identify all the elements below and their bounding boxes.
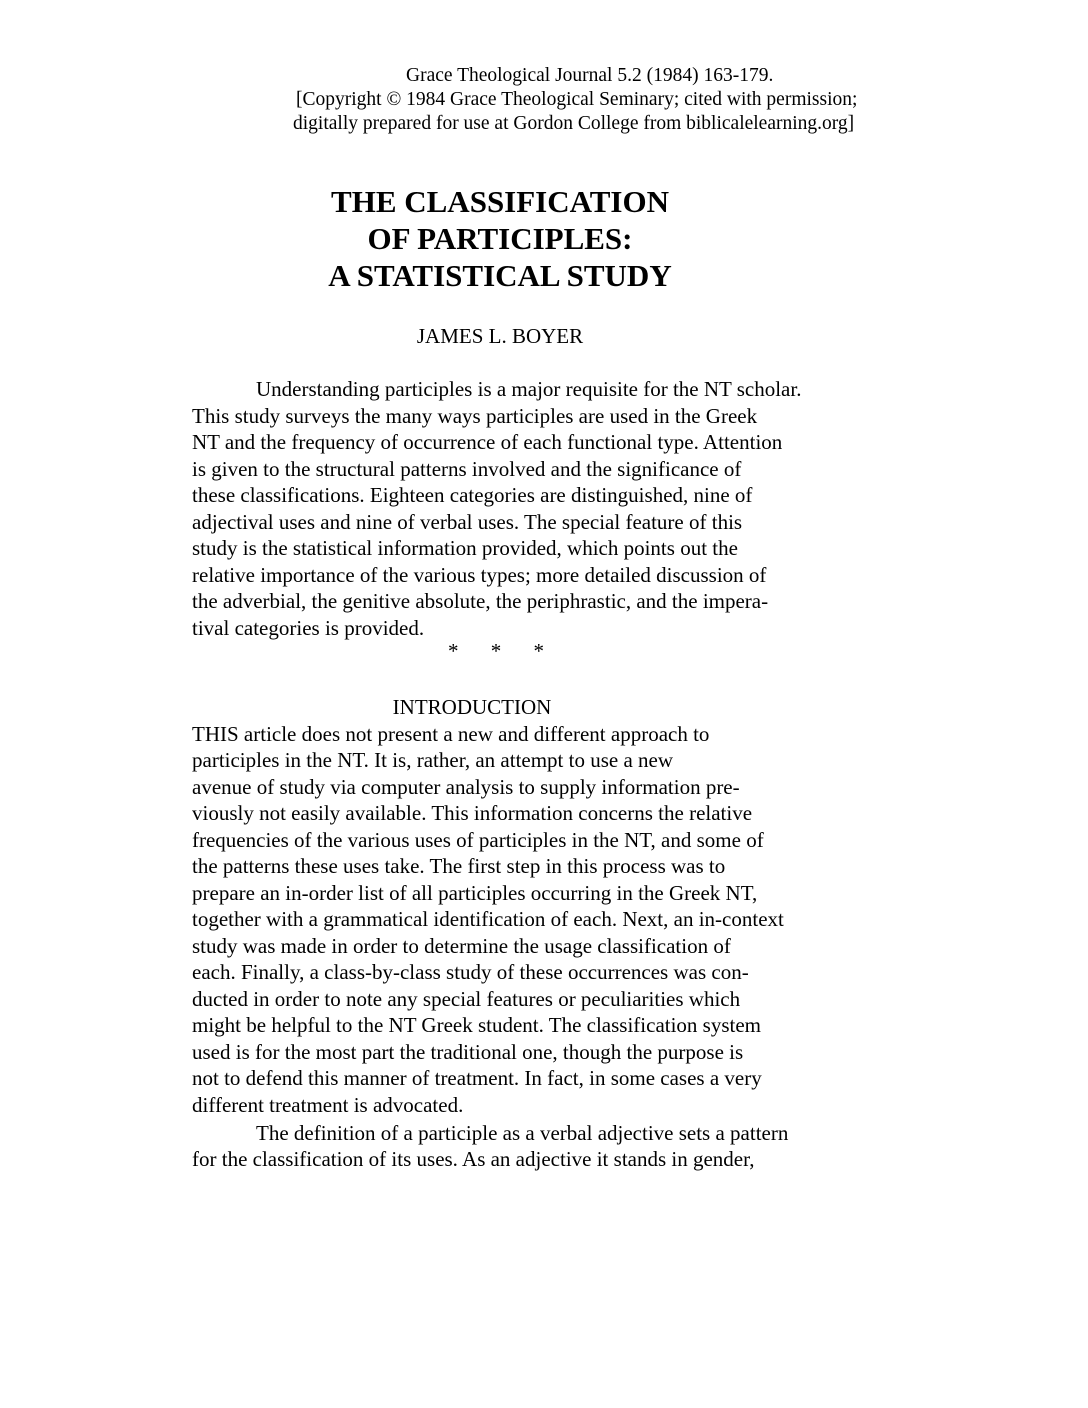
abstract-line: This study surveys the many ways participles are used in the Greek — [192, 404, 758, 428]
introduction-heading: INTRODUCTION — [392, 695, 552, 719]
abstract-line: NT and the frequency of occurrence of each functional type. Attention — [192, 430, 783, 454]
digital-preparation-note: digitally prepared for use at Gordon College from biblicalelearning.org] — [293, 113, 855, 134]
copyright-notice: [Copyright © 1984 Grace Theological Seminary; cited with permission; — [296, 89, 858, 110]
body-line: prepare an in-order list of all participles occurring in the Greek NT, — [192, 881, 758, 905]
body-line: each. Finally, a class-by-class study of these occurrences was con- — [192, 960, 749, 984]
body-line: together with a grammatical identification of each. Next, an in-context — [192, 907, 784, 931]
body-line: The definition of a participle as a verbal adjective sets a pattern — [256, 1121, 789, 1145]
abstract-line: Understanding participles is a major requisite for the NT scholar. — [256, 377, 802, 401]
abstract-line: these classifications. Eighteen categories are distinguished, nine of — [192, 483, 753, 507]
body-line: avenue of study via computer analysis to supply information pre- — [192, 775, 740, 799]
abstract-line: study is the statistical information provided, which points out the — [192, 536, 738, 560]
body-line: THIS article does not present a new and different approach to — [192, 722, 710, 746]
body-line: participles in the NT. It is, rather, an attempt to use a new — [192, 748, 674, 772]
body-line: ducted in order to note any special features or peculiarities which — [192, 987, 741, 1011]
body-line: might be helpful to the NT Greek student. The classification system — [192, 1013, 762, 1037]
author-name: JAMES L. BOYER — [416, 324, 584, 348]
body-line: study was made in order to determine the usage classification of — [192, 934, 731, 958]
article-title-line-3: A STATISTICAL STUDY — [328, 258, 672, 293]
body-line: different treatment is advocated. — [192, 1093, 464, 1117]
abstract-line: adjectival uses and nine of verbal uses. The special feature of this — [192, 510, 743, 534]
article-title-line-1: THE CLASSIFICATION — [331, 184, 669, 219]
body-line: for the classification of its uses. As an adjective it stands in gender, — [192, 1147, 755, 1171]
abstract-line: tival categories is provided. — [192, 616, 425, 640]
article-title-line-2: OF PARTICIPLES: — [367, 221, 633, 256]
body-line: used is for the most part the traditional one, though the purpose is — [192, 1040, 744, 1064]
journal-citation: Grace Theological Journal 5.2 (1984) 163-179. — [406, 65, 774, 86]
abstract-line: the adverbial, the genitive absolute, the periphrastic, and the impera- — [192, 589, 769, 613]
body-line: the patterns these uses take. The first step in this process was to — [192, 854, 726, 878]
abstract-line: is given to the structural patterns involved and the significance of — [192, 457, 742, 481]
body-line: viously not easily available. This information concerns the relative — [192, 801, 753, 825]
body-line: not to defend this manner of treatment. In fact, in some cases a very — [192, 1066, 762, 1090]
body-line: frequencies of the various uses of participles in the NT, and some of — [192, 828, 764, 852]
abstract-line: relative importance of the various types; more detailed discussion of — [192, 563, 767, 587]
section-separator: * * * — [448, 639, 545, 663]
